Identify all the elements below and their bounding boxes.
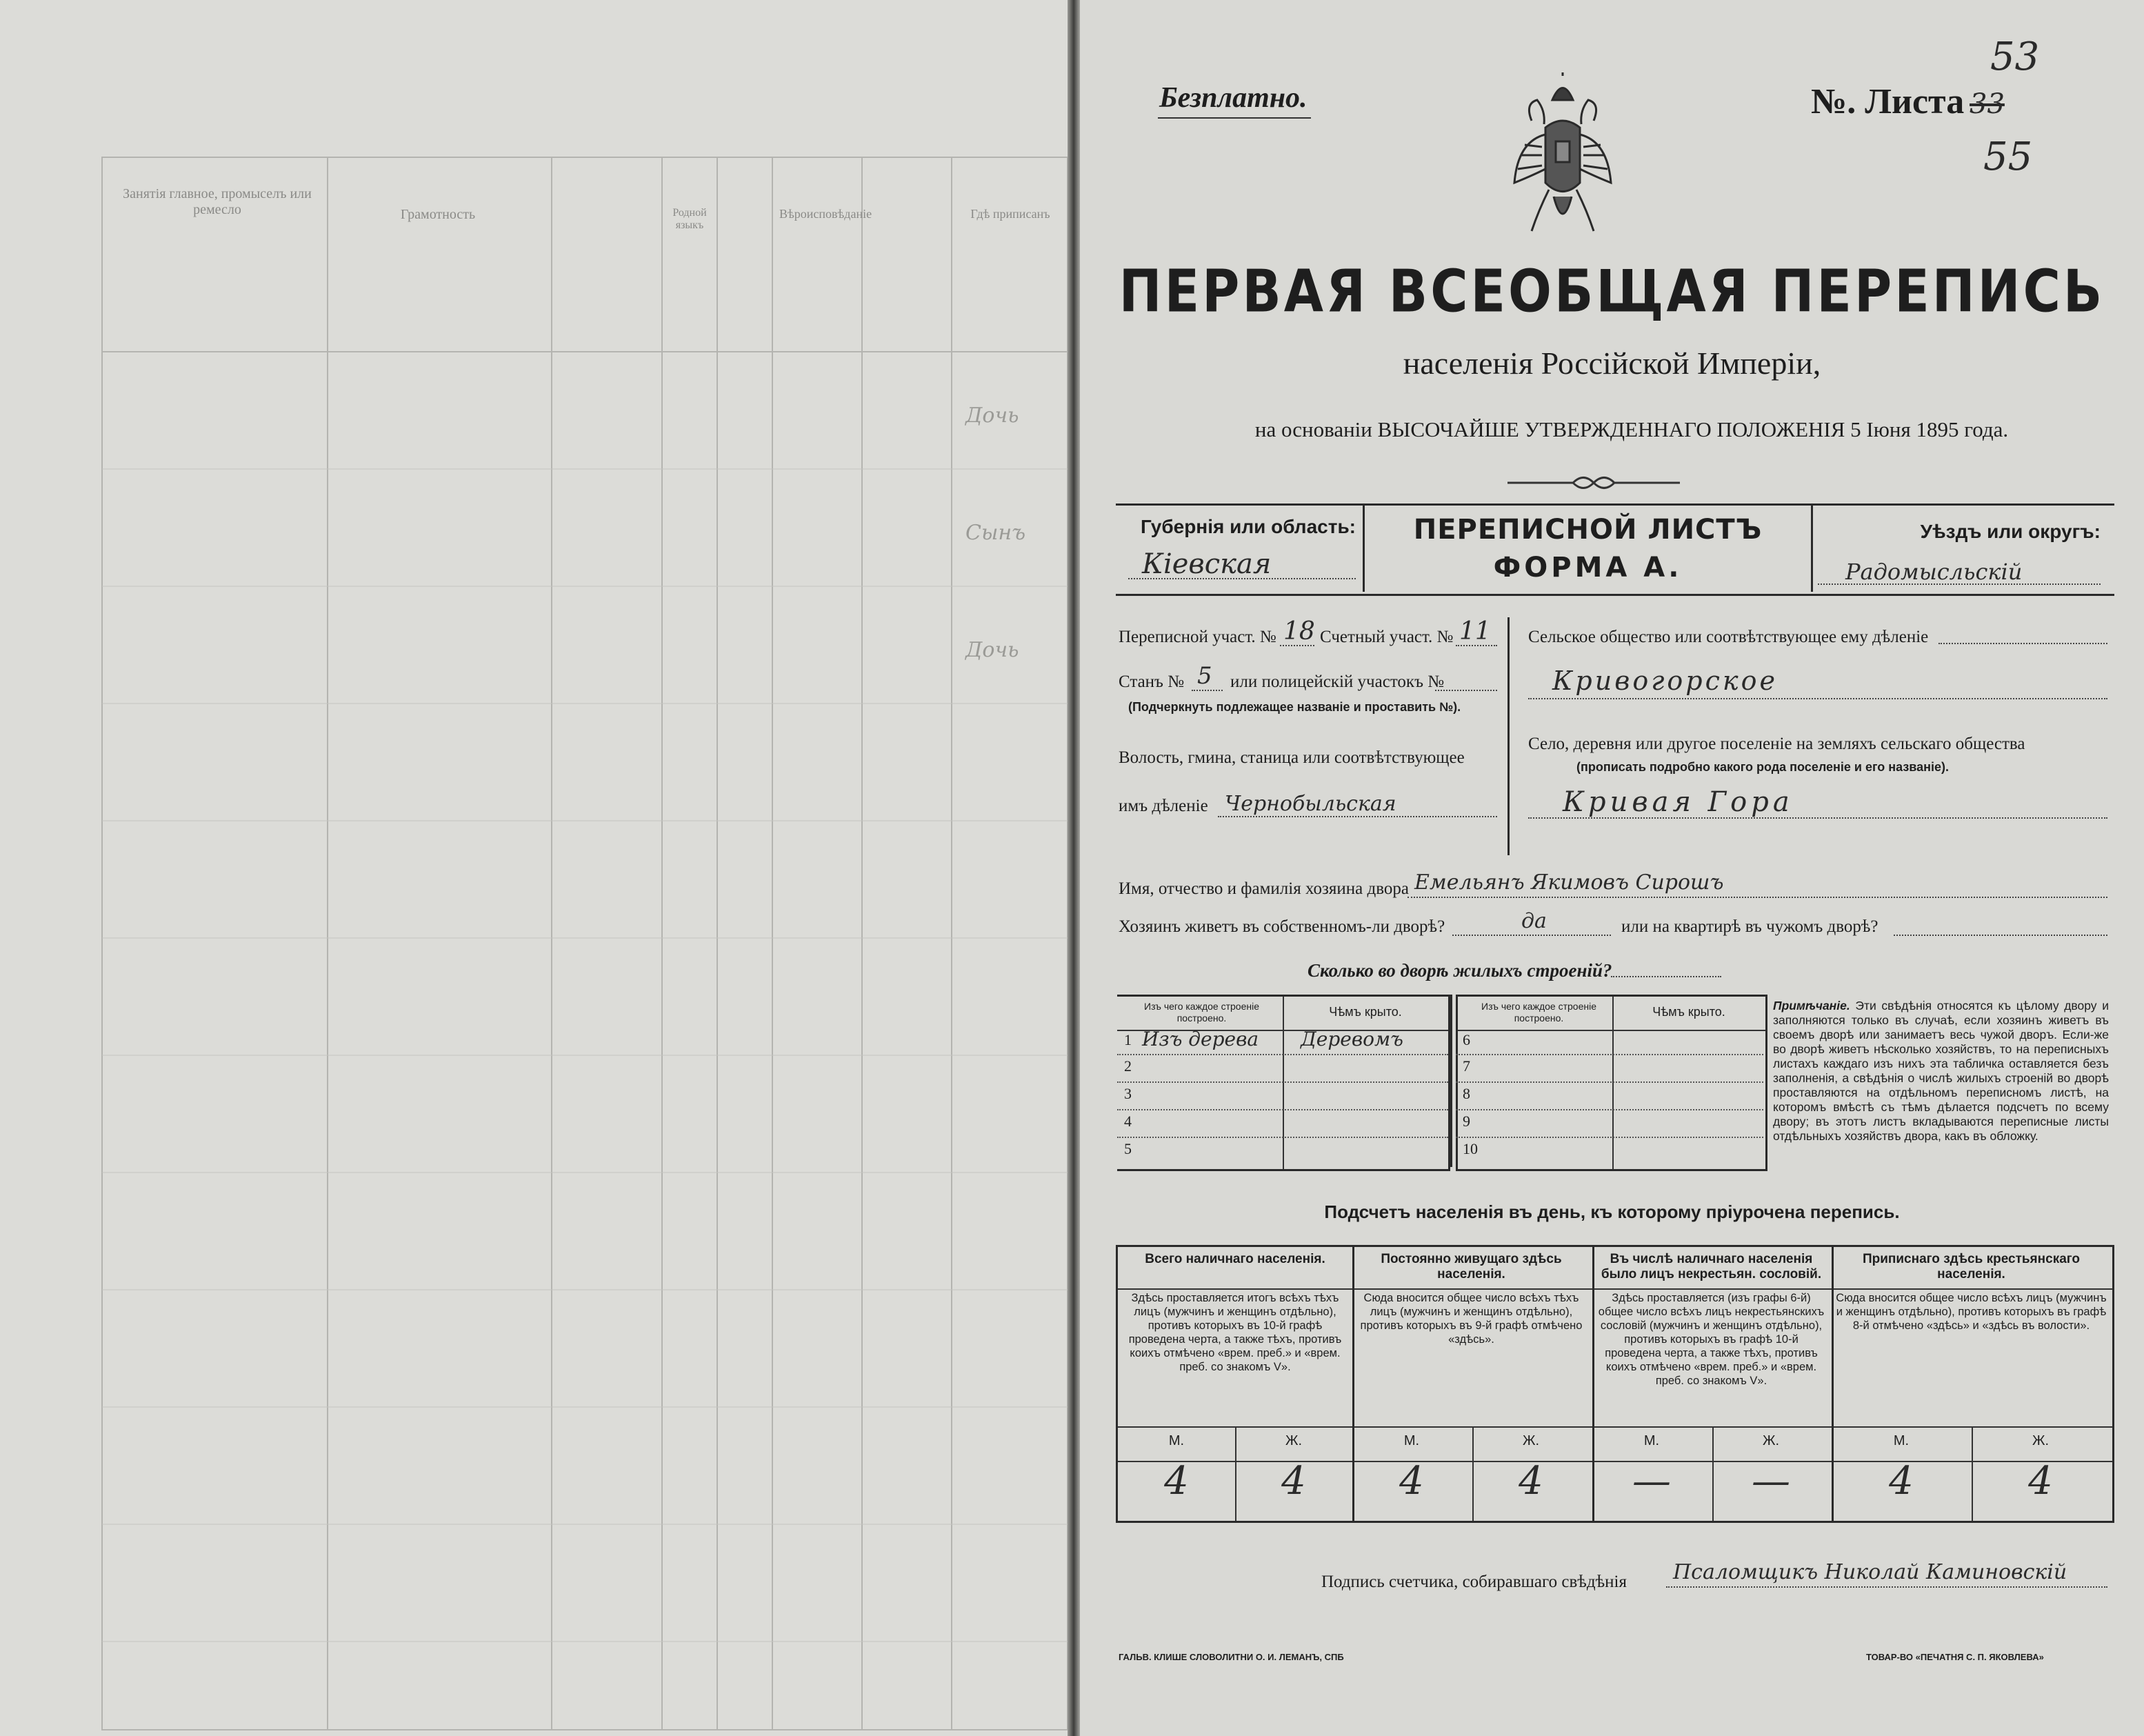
archive-number-top: 53 xyxy=(1990,34,2040,79)
volost-value: Чернобыльская xyxy=(1225,792,1396,816)
left-header-2: Родной языкъ xyxy=(672,207,707,231)
form-title-2: ФОРМА А. xyxy=(1493,552,1683,583)
apartment-line xyxy=(1894,935,2107,936)
left-page-grid xyxy=(0,0,1068,1736)
count-col-1-desc: Сюда вносится общее число всѣхъ тѣхъ лицъ (мужчинъ и женщинъ отдѣльно), противъ которыхъ въ 9-й графѣ отмѣчено «здѣсь». xyxy=(1360,1292,1583,1346)
underline-note: (Подчеркнуть подлежащее названіе и проставить №). xyxy=(1128,700,1461,714)
count-col-0-f-label: Ж. xyxy=(1285,1433,1303,1448)
row-rule xyxy=(1117,1109,1448,1110)
count-col-1-head: Постоянно живущаго здѣсь населенія. xyxy=(1381,1252,1562,1281)
village-label: Село, деревня или другое поселеніе на земляхъ сельскаго общества xyxy=(1528,735,2025,753)
row-number: 10 xyxy=(1463,1140,1478,1157)
row-rule xyxy=(1117,1081,1448,1083)
row-number: 7 xyxy=(1463,1057,1470,1075)
count-col-0-f-value: 4 xyxy=(1281,1459,1306,1504)
uezd-line xyxy=(1818,583,2101,585)
count-col-2-m-value: — xyxy=(1632,1459,1671,1504)
count-col-3-desc: Сюда вносится общее число всѣхъ лицъ (мужчинъ и женщинъ отдѣльно), противъ которыхъ въ графѣ 8-й отмѣчено «здѣсь» и «здѣсь въ волости». xyxy=(1836,1292,2107,1332)
double-headed-eagle-emblem xyxy=(1511,72,1614,245)
own-yard-value: да xyxy=(1521,909,1547,933)
buildings-col-material-left: Изъ чего каждое строеніе построено. xyxy=(1144,1001,1259,1024)
subtitle: населенія Россійской Имперіи, xyxy=(1403,346,1821,381)
row-rule xyxy=(1456,1109,1763,1110)
village-note: (прописать подробно какого рода поселеніе и его названіе). xyxy=(1576,760,1950,774)
count-col-1-f-label: Ж. xyxy=(1522,1433,1540,1448)
row-rule xyxy=(1456,1081,1763,1083)
basis-line: на основаніи ВЫСОЧАЙШЕ УТВЕРЖДЕННАГО ПОЛОЖЕНІЯ 5 Іюня 1895 года. xyxy=(1254,417,2009,441)
row-number: 2 xyxy=(1124,1057,1132,1075)
row-number: 1 xyxy=(1124,1031,1132,1048)
count-col-1-m-value: 4 xyxy=(1399,1459,1424,1504)
owner-line xyxy=(1407,897,2107,898)
free-label: Безплатно. xyxy=(1159,82,1308,114)
buildings-col-material-right: Изъ чего каждое строеніе построено. xyxy=(1481,1001,1596,1024)
count-col-3-f-value: 4 xyxy=(2028,1459,2053,1504)
ornament-divider xyxy=(1507,472,1680,493)
left-header-0: Занятія главное, промыселъ или ремесло xyxy=(123,186,312,217)
buildings-table-left xyxy=(1117,995,1450,1171)
imprint-left: ГАЛЬВ. КЛИШЕ СЛОВОЛИТНИ О. И. ЛЕМАНЪ, СПБ xyxy=(1119,1652,1344,1662)
row-number: 5 xyxy=(1124,1140,1132,1157)
row-number: 9 xyxy=(1463,1113,1470,1130)
owner-value: Емельянъ Якимовъ Сирошъ xyxy=(1414,870,1724,895)
count-title: Подсчетъ населенія въ день, къ которому пріурочена перепись. xyxy=(1324,1201,1900,1222)
row-rule xyxy=(1117,1054,1448,1055)
count-col-3-f-label: Ж. xyxy=(2032,1433,2050,1448)
row-rule xyxy=(1456,1054,1763,1055)
stan-value: 5 xyxy=(1197,662,1212,690)
volost-line xyxy=(1218,816,1497,817)
row-rule xyxy=(1456,1137,1763,1138)
count-col-3-m-value: 4 xyxy=(1889,1459,1914,1504)
count-col-1-m-label: М. xyxy=(1403,1433,1420,1448)
census-district-line xyxy=(1280,645,1314,646)
count-col-2-f-value: — xyxy=(1752,1459,1790,1504)
left-header-4: Гдѣ приписанъ xyxy=(970,207,1050,221)
society-line-a xyxy=(1938,643,2107,644)
left-page xyxy=(0,0,1068,1736)
stan-label: Станъ № xyxy=(1119,672,1185,691)
row-number: 4 xyxy=(1124,1113,1132,1130)
free-label-underline xyxy=(1158,117,1311,119)
main-title: ПЕРВАЯ ВСЕОБЩАЯ ПЕРЕПИСЬ xyxy=(1119,257,2105,326)
sheet-number-value: 33 xyxy=(1970,88,2005,120)
note-text: Эти свѣдѣнія относятся къ цѣлому двору и заполняются только въ случаѣ, если хозяинъ живетъ въ своемъ дворѣ или занимаетъ весь чужой дворъ. Если-же во дворѣ живетъ нѣсколько хозяйствъ, то на переписныхъ листахъ каждаго изъ нихъ эта табличка оставляется безъ заполненія, а свѣдѣнія о числѣ жилыхъ строеній во дворѣ проставляются на отдѣльномъ переписномъ листѣ, на которомъ вмѣстѣ съ тѣмъ дѣлается подсчетъ по всему двору; въ этотъ листъ вкладываются переписные листы отдѣльныхъ хозяйствъ двора, какъ въ обложку. xyxy=(1773,999,2109,1143)
society-label: Сельское общество или соотвѣтствующее ему дѣленіе xyxy=(1528,628,1929,646)
sheet-number-label: №. Листа xyxy=(1811,82,1965,121)
buildings-line xyxy=(1611,976,1721,977)
right-page xyxy=(1080,0,2144,1736)
buildings-table-right xyxy=(1456,995,1767,1171)
fields-vertical-divider xyxy=(1507,617,1510,855)
guberniya-label: Губернія или область: xyxy=(1140,516,1356,537)
left-header-1: Грамотность xyxy=(400,207,476,222)
village-line xyxy=(1528,817,2107,819)
buildings-label: Сколько во дворѣ жилыхъ строеній? xyxy=(1308,960,1612,981)
buildings-col-roof-left: Чѣмъ крыто. xyxy=(1329,1005,1402,1019)
row-roof: Деревомъ xyxy=(1301,1028,1403,1050)
buildings-table-middle-rule xyxy=(1448,995,1452,1167)
form-title-1: ПЕРЕПИСНОЙ ЛИСТЪ xyxy=(1413,514,1763,546)
count-col-0-m-label: М. xyxy=(1168,1433,1185,1448)
police-label: или полицейскій участокъ № xyxy=(1230,672,1445,691)
owner-label: Имя, отчество и фамилія хозяина двора xyxy=(1119,879,1409,898)
count-col-1-f-value: 4 xyxy=(1519,1459,1543,1504)
count-col-3-m-label: М. xyxy=(1893,1433,1910,1448)
signature-value: Псаломщикъ Николай Каминовскій xyxy=(1673,1560,2067,1584)
note-label: Примѣчаніе. xyxy=(1773,999,1850,1012)
census-district-value: 18 xyxy=(1283,617,1315,646)
police-line xyxy=(1435,690,1497,691)
count-col-3-head: Приписнаго здѣсь крестьянскаго населенія. xyxy=(1862,1252,2081,1281)
left-faint-row-1: Сынъ xyxy=(965,521,1026,545)
count-district-line xyxy=(1456,645,1497,646)
own-yard-label: Хозяинъ живетъ въ собственномъ-ли дворѣ? xyxy=(1119,917,1445,936)
count-district-label: Счетный участ. № xyxy=(1320,628,1454,646)
archive-number-bottom: 55 xyxy=(1983,134,2033,179)
uezd-label: Уѣздъ или округъ: xyxy=(1920,521,2101,542)
guberniya-line xyxy=(1128,578,1356,579)
society-line-b xyxy=(1528,698,2107,699)
society-value: Кривогорское xyxy=(1552,666,1778,696)
book-gutter xyxy=(1068,0,1080,1736)
count-col-2-m-label: М. xyxy=(1643,1433,1660,1448)
count-col-0-m-value: 4 xyxy=(1164,1459,1189,1504)
row-material: Изъ дерева xyxy=(1142,1028,1259,1050)
row-rule xyxy=(1117,1137,1448,1138)
uezd-value: Радомысльскій xyxy=(1845,559,2023,585)
count-col-2-f-label: Ж. xyxy=(1762,1433,1780,1448)
left-faint-row-0: Дочь xyxy=(965,403,1019,428)
guberniya-value: Кіевская xyxy=(1142,548,1272,580)
region-divider-right xyxy=(1811,503,1813,592)
imprint-right: ТОВАР-ВО «ПЕЧАТНЯ С. П. ЯКОВЛЕВА» xyxy=(1866,1652,2044,1662)
census-district-label: Переписной участ. № xyxy=(1119,628,1276,646)
signature-line xyxy=(1666,1586,2107,1588)
row-number: 8 xyxy=(1463,1085,1470,1102)
volost-label-2: имъ дѣленіе xyxy=(1119,797,1208,815)
row-number: 3 xyxy=(1124,1085,1132,1102)
apartment-label: или на квартирѣ въ чужомъ дворѣ? xyxy=(1621,917,1878,936)
stan-line xyxy=(1192,690,1223,691)
signature-label: Подпись счетчика, собиравшаго свѣдѣнія xyxy=(1321,1573,1627,1591)
count-district-value: 11 xyxy=(1459,617,1491,646)
own-yard-line xyxy=(1452,935,1611,936)
count-col-2-desc: Здѣсь проставляется (изъ графы 6-й) общее число всѣхъ лицъ некрестьянскихъ сословій (мужчинъ и женщинъ отдѣльно), противъ которыхъ въ графѣ 10-й проведена черта, а также тѣхъ, противъ коихъ отмѣчено «врем. преб.» и «врем. преб. со знакомъ V». xyxy=(1598,1292,1825,1387)
count-col-0-head: Всего наличнаго населенія. xyxy=(1145,1252,1325,1266)
buildings-col-roof-right: Чѣмъ крыто. xyxy=(1652,1005,1725,1019)
left-header-3: Вѣроисповѣданіе xyxy=(779,207,872,221)
volost-label: Волость, гмина, станица или соотвѣтствующее xyxy=(1119,748,1465,767)
village-value: Кривая Гора xyxy=(1563,786,1794,818)
note-block xyxy=(1773,999,2109,1144)
left-faint-row-2: Дочь xyxy=(965,638,1019,662)
row-number: 6 xyxy=(1463,1031,1470,1048)
count-col-0-desc: Здѣсь проставляется итогъ всѣхъ тѣхъ лицъ (мужчинъ и женщинъ отдѣльно), противъ которыхъ въ 10-й графѣ проведена черта, а также тѣхъ, противъ коихъ отмѣчено «врем. преб.» и «врем. преб. со знакомъ V». xyxy=(1128,1292,1342,1373)
count-col-2-head: Въ числѣ наличнаго населенія было лицъ некрестьян. сословій. xyxy=(1601,1252,1822,1281)
